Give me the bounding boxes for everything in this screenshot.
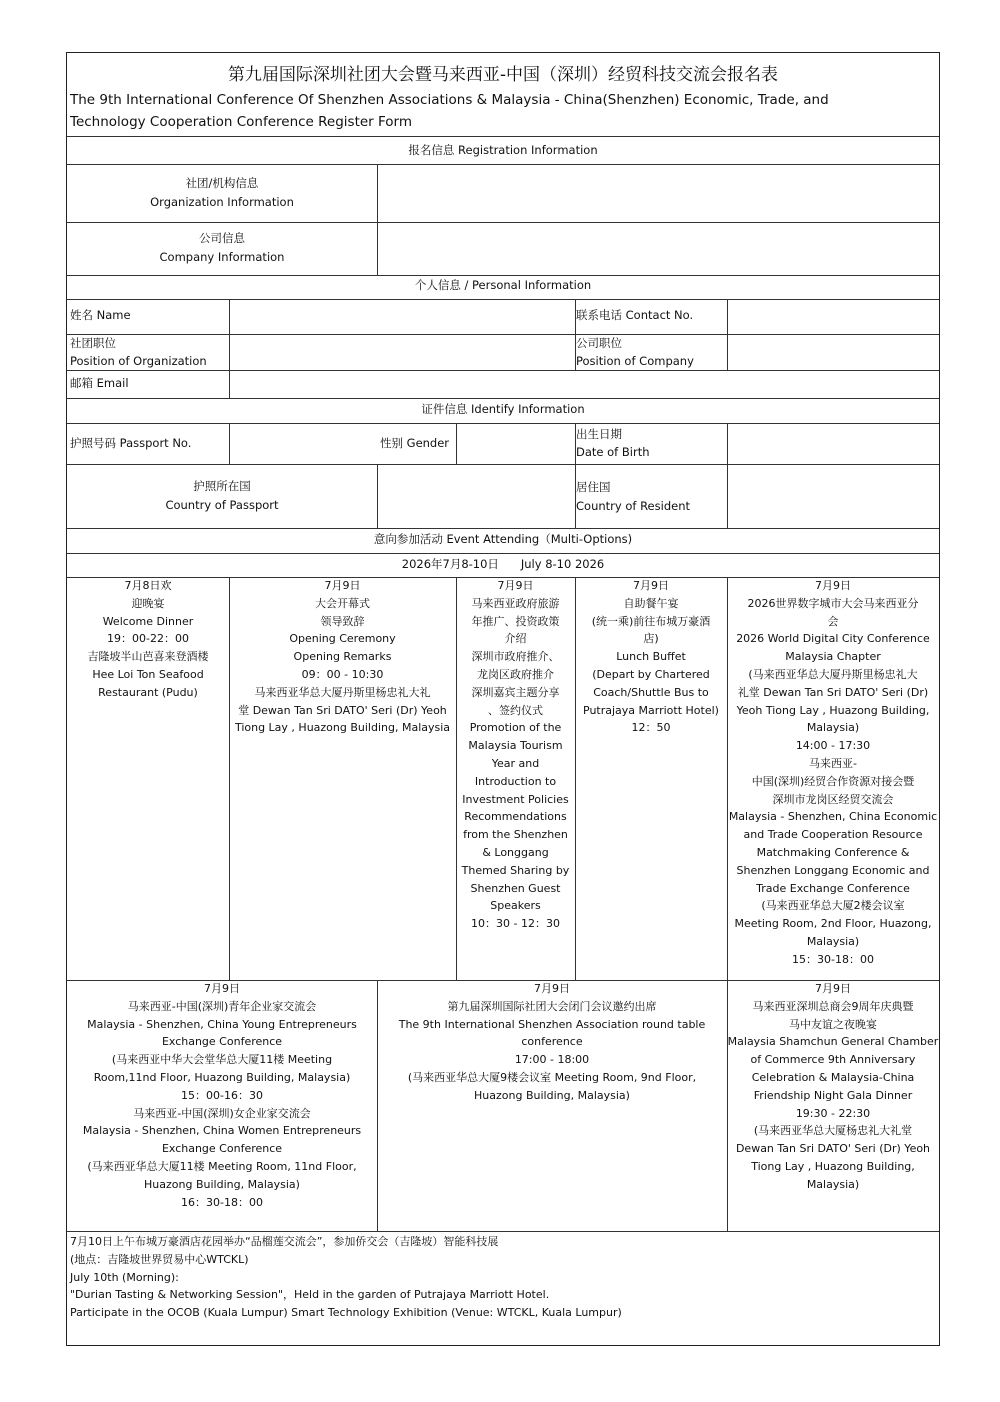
- event-line: 09：00 - 10:30: [301, 667, 384, 681]
- name-field[interactable]: [229, 300, 575, 334]
- resident-field[interactable]: [727, 465, 939, 528]
- event-line: 店): [643, 632, 659, 646]
- event-line: (马来西亚华总大厦杨忠礼大礼堂: [753, 1124, 913, 1138]
- event-line: Meeting Room, 2nd Floor, Huazong,: [734, 917, 932, 931]
- org-label-cn: 社团/机构信息: [185, 176, 259, 190]
- event-line: 年推广、投资政策: [471, 614, 560, 628]
- event-line: 17:00 - 18:00: [514, 1053, 590, 1067]
- gender-label: 性别 Gender: [380, 436, 450, 450]
- footer-line: "Durian Tasting & Networking Session"，Held in the garden of Putrajaya Marriott Hotel.: [70, 1288, 550, 1302]
- event-line: 马来西亚华总大厦丹斯里杨忠礼大礼: [254, 685, 431, 699]
- event-line: 大会开幕式: [315, 596, 370, 610]
- event-line: of Commerce 9th Anniversary: [750, 1053, 916, 1067]
- event-line: Introduction to: [474, 774, 557, 788]
- event-line: Lunch Buffet: [616, 650, 686, 664]
- event-line: Yeoh Tiong Lay , Huazong Building,: [736, 703, 930, 717]
- dob-label-cn: 出生日期: [576, 427, 622, 441]
- position-org-label-en: Position of Organization: [70, 354, 207, 368]
- position-co-label-en: Position of Company: [576, 354, 694, 368]
- event-line: 深圳市政府推介、: [471, 650, 560, 664]
- event-line: Malaysia Shamchun General Chamber: [727, 1035, 939, 1049]
- org-info-field[interactable]: [377, 165, 939, 222]
- event-durian-session[interactable]: [70, 1233, 936, 1322]
- event-line: 马来西亚-: [809, 756, 857, 770]
- passport-no-label: 护照号码 Passport No.: [70, 436, 192, 450]
- contact-field[interactable]: [727, 300, 939, 334]
- footer-line: 7月10日上午布城万豪酒店花园举办“品榴莲交流会”，参加侨交会（吉隆坡）智能科技展: [70, 1235, 499, 1248]
- event-line: 7月9日: [534, 982, 570, 995]
- passport-country-field[interactable]: [377, 465, 575, 528]
- resident-label-cn: 居住国: [576, 480, 611, 494]
- company-label-cn: 公司信息: [199, 231, 245, 245]
- event-line: 19：00-22：00: [107, 632, 189, 646]
- company-label-en: Company Information: [159, 250, 285, 264]
- event-line: 2026 World Digital City Conference: [736, 632, 930, 646]
- event-line: 15：30-18：00: [792, 952, 874, 966]
- event-opening-ceremony[interactable]: [229, 577, 456, 980]
- event-gala-dinner[interactable]: [727, 980, 939, 1231]
- event-line: Promotion of the: [469, 721, 562, 735]
- event-line: 7月9日: [815, 579, 851, 592]
- event-young-entrepreneurs[interactable]: [67, 980, 377, 1231]
- event-line: Huazong Building, Malaysia): [474, 1088, 630, 1102]
- event-line: Tiong Lay , Huazong Building, Malaysia: [234, 721, 451, 735]
- event-line: Tiong Lay , Huazong Building,: [751, 1159, 915, 1173]
- dob-label-en: Date of Birth: [576, 445, 650, 459]
- org-label-en: Organization Information: [150, 195, 294, 209]
- event-line: & Longgang: [482, 845, 549, 859]
- event-line: Malaysia - Shenzhen, China Young Entrepreneurs: [87, 1017, 357, 1031]
- event-line: 第九届深圳国际社团大会闭门会议邀约出席: [447, 999, 657, 1013]
- footer-line: July 10th (Morning):: [70, 1270, 179, 1284]
- email-label: 邮箱 Email: [70, 376, 129, 390]
- event-line: and Trade Cooperation Resource: [743, 828, 923, 842]
- event-line: (统一乘)前往布城万豪酒: [591, 614, 711, 628]
- event-line: The 9th International Shenzhen Association round table: [398, 1017, 706, 1031]
- event-line: 12：50: [631, 721, 671, 735]
- gender-field[interactable]: [456, 424, 575, 464]
- event-line: 领导致辞: [320, 614, 365, 628]
- event-line: Exchange Conference: [161, 1035, 283, 1049]
- event-line: (马来西亚华总大厦丹斯里杨忠礼大: [748, 667, 918, 681]
- event-line: 7月9日: [204, 982, 240, 995]
- dob-field[interactable]: [727, 424, 939, 464]
- form-title-en-line2: Technology Cooperation Conference Register Form: [70, 114, 413, 130]
- event-line: Malaysia): [806, 934, 860, 948]
- event-line: Dewan Tan Sri DATO' Seri (Dr) Yeoh: [735, 1142, 931, 1156]
- event-line: Opening Ceremony: [289, 632, 396, 646]
- event-line: (马来西亚中华大会堂华总大厦11楼 Meeting: [111, 1053, 333, 1067]
- footer-line: (地点：吉隆坡世界贸易中心WTCKL): [70, 1252, 249, 1266]
- event-line: (Depart by Chartered: [592, 667, 710, 681]
- registration-form: [66, 52, 940, 1346]
- event-lunch-buffet[interactable]: [575, 577, 727, 980]
- event-line: 、签约仪式: [488, 703, 543, 717]
- resident-label-en: Country of Resident: [576, 499, 690, 513]
- event-line: 自助餐午宴: [623, 596, 679, 610]
- event-line: (马来西亚华总大厦2楼会议室: [761, 899, 905, 913]
- event-line: 马来西亚深圳总商会9周年庆典暨: [752, 999, 914, 1013]
- event-line: 14:00 - 17:30: [795, 739, 871, 753]
- identify-header: 证件信息 Identify Information: [421, 402, 585, 416]
- event-line: 中国(深圳)经贸合作资源对接会暨: [751, 774, 915, 788]
- event-line: Exchange Conference: [161, 1142, 283, 1156]
- event-line: 马中友谊之夜晚宴: [789, 1017, 877, 1031]
- event-line: 礼堂 Dewan Tan Sri DATO' Seri (Dr): [737, 685, 929, 699]
- event-line: 迎晚宴: [131, 596, 165, 610]
- event-line: 马来西亚政府旅游: [471, 596, 560, 610]
- event-line: Shenzhen Guest: [470, 881, 561, 895]
- event-line: 10：30 - 12：30: [471, 917, 560, 931]
- event-line: Friendship Night Gala Dinner: [753, 1088, 913, 1102]
- event-line: 7月9日: [497, 579, 534, 592]
- company-info-field[interactable]: [377, 223, 939, 275]
- event-line: from the Shenzhen: [463, 828, 568, 842]
- event-line: Putrajaya Marriott Hotel): [583, 703, 719, 717]
- event-line: 7月9日: [633, 579, 669, 592]
- passport-country-label-en: Country of Passport: [165, 498, 279, 512]
- position-org-label-cn: 社团职位: [70, 336, 116, 350]
- event-line: 16：30-18：00: [181, 1195, 263, 1209]
- event-line: Trade Exchange Conference: [756, 881, 910, 895]
- event-line: 深圳市龙岗区经贸交流会: [772, 792, 894, 806]
- form-title-en-line1: The 9th International Conference Of Shenzhen Associations & Malaysia - China(Shenzhen) Economic, Trade, and: [70, 92, 829, 108]
- event-line: Malaysia - Shenzhen, China Women Entrepreneurs: [82, 1124, 362, 1138]
- event-line: 龙岗区政府推介: [477, 667, 554, 681]
- event-line: Recommendations: [464, 810, 567, 824]
- event-line: (马来西亚华总大厦11楼 Meeting Room, 11nd Floor,: [87, 1159, 357, 1173]
- event-line: 马来西亚-中国(深圳)女企业家交流会: [133, 1106, 311, 1120]
- position-co-field[interactable]: [727, 335, 939, 370]
- event-line: Malaysia): [806, 721, 860, 735]
- event-line: 介绍: [504, 632, 527, 646]
- passport-no-field[interactable]: [229, 424, 377, 464]
- events-header: 意向参加活动 Event Attending（Multi-Options): [373, 532, 633, 546]
- event-line: Malaysia): [806, 1177, 860, 1191]
- footer-line: Participate in the OCOB (Kuala Lumpur) Smart Technology Exhibition (Venue: WTCKL, Kuala Lumpur): [70, 1306, 622, 1320]
- email-field[interactable]: [229, 371, 939, 398]
- event-line: Shenzhen Longgang Economic and: [736, 863, 930, 877]
- event-line: Restaurant (Pudu): [98, 685, 198, 699]
- event-line: Malaysia Chapter: [785, 650, 881, 664]
- event-line: Welcome Dinner: [102, 614, 194, 628]
- event-line: Huazong Building, Malaysia): [144, 1177, 300, 1191]
- event-line: 堂 Dewan Tan Sri DATO' Seri (Dr) Yeoh: [238, 703, 447, 717]
- event-line: Malaysia Tourism: [468, 739, 563, 753]
- event-digital-city-conference[interactable]: [727, 577, 939, 980]
- event-line: 19:30 - 22:30: [795, 1106, 871, 1120]
- event-line: 7月9日: [324, 579, 361, 592]
- position-co-label-cn: 公司职位: [576, 336, 622, 350]
- event-line: Hee Loi Ton Seafood: [92, 667, 204, 681]
- event-line: Room,11nd Floor, Huazong Building, Malaysia): [93, 1070, 351, 1084]
- position-org-field[interactable]: [229, 335, 575, 370]
- event-line: 7月9日: [815, 982, 851, 995]
- contact-label: 联系电话 Contact No.: [576, 308, 694, 322]
- event-line: 马来西亚-中国(深圳)青年企业家交流会: [127, 999, 317, 1013]
- event-line: Matchmaking Conference &: [756, 845, 910, 859]
- event-line: 15：00-16：30: [181, 1088, 263, 1102]
- event-line: Celebration & Malaysia-China: [751, 1070, 915, 1084]
- event-line: Speakers: [490, 899, 541, 913]
- registration-header: 报名信息 Registration Information: [408, 143, 598, 157]
- event-line: (马来西亚华总大厦9楼会议室 Meeting Room, 9nd Floor,: [407, 1070, 697, 1084]
- event-line: Year and: [491, 756, 540, 770]
- events-date-range: 2026年7月8-10日 July 8-10 2026: [401, 557, 605, 571]
- event-line: Coach/Shuttle Bus to: [593, 685, 709, 699]
- event-line: 深圳嘉宾主题分享: [471, 685, 560, 699]
- event-round-table[interactable]: [377, 980, 727, 1231]
- event-line: 7月8日欢: [124, 579, 172, 592]
- event-line: Investment Policies: [462, 792, 569, 806]
- event-line: Opening Remarks: [293, 650, 392, 664]
- event-line: 2026世界数字城市大会马来西亚分: [747, 596, 919, 610]
- event-line: Themed Sharing by: [461, 863, 570, 877]
- personal-header: 个人信息 / Personal Information: [414, 278, 592, 292]
- form-title-cn: 第九届国际深圳社团大会暨马来西亚-中国（深圳）经贸科技交流会报名表: [227, 65, 779, 85]
- event-welcome-dinner[interactable]: [67, 577, 229, 980]
- event-tourism-promotion[interactable]: [456, 577, 575, 980]
- passport-country-label-cn: 护照所在国: [193, 479, 251, 493]
- event-line: Malaysia - Shenzhen, China Economic: [728, 810, 938, 824]
- event-line: 会: [827, 614, 839, 628]
- name-label: 姓名 Name: [70, 308, 131, 322]
- event-line: 吉隆坡半山芭喜来登酒楼: [87, 650, 209, 664]
- event-line: conference: [521, 1035, 583, 1049]
